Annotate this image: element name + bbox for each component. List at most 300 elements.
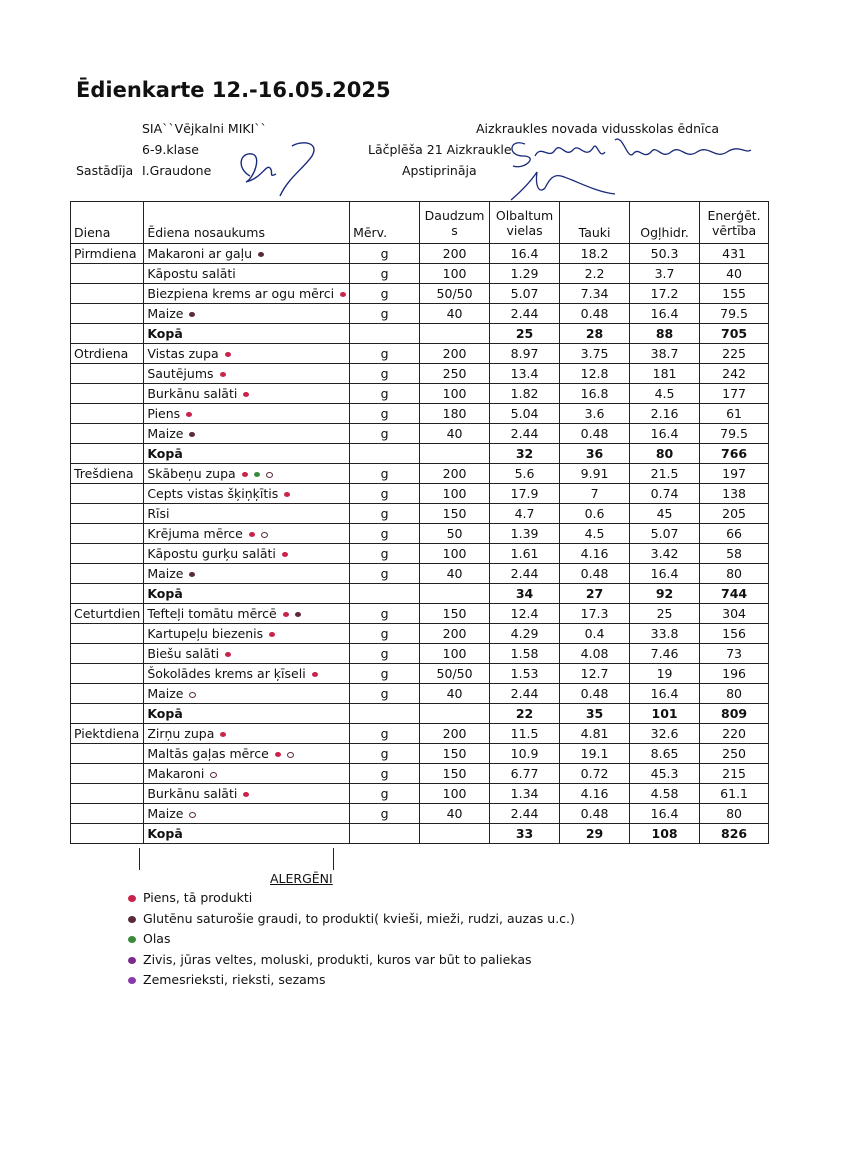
allergen-marker-icon: [261, 532, 268, 538]
class-range: 6-9.klase: [142, 142, 199, 157]
protein-cell: 4.7: [490, 504, 560, 524]
fat-cell: 7.34: [560, 284, 630, 304]
total-fat: 36: [560, 444, 630, 464]
total-label: Kopā: [144, 704, 350, 724]
dish-cell: [144, 424, 350, 444]
allergen-marker-icon: [243, 792, 249, 797]
total-fat: 29: [560, 824, 630, 844]
protein-cell: 2.44: [490, 424, 560, 444]
allergen-marker-icon: [258, 252, 264, 257]
allergen-item: [128, 890, 252, 905]
carbs-cell: 16.4: [630, 804, 700, 824]
table-row: [71, 344, 769, 364]
allergen-marker-icon: [189, 312, 195, 317]
dish-name: Maize: [147, 426, 184, 441]
allergen-marker-icon: [269, 632, 275, 637]
unit-cell: g: [350, 604, 420, 624]
qty-cell: 150: [420, 604, 490, 624]
carbs-cell: 4.5: [630, 384, 700, 404]
energy-cell: 215: [700, 764, 769, 784]
total-label: Kopā: [144, 324, 350, 344]
col-qty: Daudzum s: [420, 202, 490, 244]
fat-cell: 12.7: [560, 664, 630, 684]
dish-cell: [144, 344, 350, 364]
total-row: [71, 444, 769, 464]
day-cell: Trešdiena: [71, 464, 144, 484]
unit-cell: [350, 824, 420, 844]
dish-cell: [144, 644, 350, 664]
dish-cell: [144, 284, 350, 304]
unit-cell: g: [350, 624, 420, 644]
carbs-cell: 17.2: [630, 284, 700, 304]
carbs-cell: 7.46: [630, 644, 700, 664]
day-cell: [71, 684, 144, 704]
carbs-cell: 38.7: [630, 344, 700, 364]
table-row: [71, 304, 769, 324]
unit-cell: g: [350, 664, 420, 684]
dish-name: Kāpostu gurķu salāti: [147, 546, 276, 561]
unit-cell: g: [350, 264, 420, 284]
total-carbs: 88: [630, 324, 700, 344]
dish-cell: [144, 544, 350, 564]
table-tail-line: [333, 848, 334, 870]
carbs-cell: 16.4: [630, 564, 700, 584]
approved-label: Apstiprināja: [402, 163, 477, 178]
fat-cell: 19.1: [560, 744, 630, 764]
allergen-label: Glutēnu saturošie graudi, to produkti( kvieši, mieži, rudzi, auzas u.c.): [143, 910, 575, 926]
day-cell: [71, 644, 144, 664]
energy-cell: 80: [700, 564, 769, 584]
carbs-cell: 19: [630, 664, 700, 684]
composer-signature: [232, 138, 327, 200]
unit-cell: g: [350, 644, 420, 664]
fat-cell: 17.3: [560, 604, 630, 624]
allergen-marker-icon: [284, 492, 290, 497]
qty-cell: [420, 704, 490, 724]
carbs-cell: 181: [630, 364, 700, 384]
total-protein: 25: [490, 324, 560, 344]
dish-name: Krējuma mērce: [147, 526, 243, 541]
fat-cell: 0.48: [560, 564, 630, 584]
table-row: [71, 404, 769, 424]
allergen-marker-icon: [189, 692, 196, 698]
dish-name: Maize: [147, 686, 184, 701]
qty-cell: 150: [420, 764, 490, 784]
dish-name: Skābeņu zupa: [147, 466, 236, 481]
fat-cell: 3.6: [560, 404, 630, 424]
menu-body: [71, 244, 769, 844]
dish-cell: [144, 484, 350, 504]
allergen-marker-icon: [220, 732, 226, 737]
dish-name: Vistas zupa: [147, 346, 219, 361]
protein-cell: 1.39: [490, 524, 560, 544]
day-cell: [71, 504, 144, 524]
table-row: [71, 724, 769, 744]
total-carbs: 80: [630, 444, 700, 464]
dish-cell: [144, 784, 350, 804]
dish-cell: [144, 504, 350, 524]
qty-cell: 50/50: [420, 284, 490, 304]
energy-cell: 250: [700, 744, 769, 764]
qty-cell: 250: [420, 364, 490, 384]
day-cell: [71, 284, 144, 304]
unit-cell: [350, 324, 420, 344]
dish-cell: [144, 404, 350, 424]
total-carbs: 108: [630, 824, 700, 844]
table-row: [71, 644, 769, 664]
protein-cell: 1.34: [490, 784, 560, 804]
dish-name: Biezpiena krems ar ogu mērci: [147, 286, 335, 301]
composed-label: Sastādīja: [76, 163, 134, 178]
allergen-item: [128, 972, 326, 987]
allergen-marker-icon: [312, 672, 318, 677]
unit-cell: g: [350, 544, 420, 564]
protein-cell: 11.5: [490, 724, 560, 744]
protein-cell: 1.82: [490, 384, 560, 404]
allergen-label: Zemesrieksti, rieksti, sezams: [143, 972, 326, 987]
dish-name: Tefteļi tomātu mērcē: [147, 606, 277, 621]
unit-cell: g: [350, 744, 420, 764]
total-energy: 826: [700, 824, 769, 844]
energy-cell: 73: [700, 644, 769, 664]
table-row: [71, 244, 769, 264]
dish-name: Maize: [147, 806, 184, 821]
protein-cell: 2.44: [490, 564, 560, 584]
day-cell: [71, 404, 144, 424]
qty-cell: 200: [420, 624, 490, 644]
qty-cell: 100: [420, 384, 490, 404]
qty-cell: 40: [420, 424, 490, 444]
allergen-marker-icon: [210, 772, 217, 778]
table-row: [71, 684, 769, 704]
day-cell: [71, 804, 144, 824]
dish-cell: [144, 244, 350, 264]
unit-cell: g: [350, 284, 420, 304]
energy-cell: 304: [700, 604, 769, 624]
energy-cell: 155: [700, 284, 769, 304]
unit-cell: [350, 584, 420, 604]
unit-cell: g: [350, 244, 420, 264]
qty-cell: 200: [420, 724, 490, 744]
address: Lāčplēša 21 Aizkraukle: [368, 142, 512, 157]
total-fat: 27: [560, 584, 630, 604]
dish-name: Cepts vistas šķiņķītis: [147, 486, 279, 501]
unit-cell: g: [350, 304, 420, 324]
day-cell: Otrdiena: [71, 344, 144, 364]
fat-cell: 4.16: [560, 544, 630, 564]
table-row: [71, 604, 769, 624]
qty-cell: 180: [420, 404, 490, 424]
total-carbs: 92: [630, 584, 700, 604]
unit-cell: g: [350, 724, 420, 744]
dish-cell: [144, 304, 350, 324]
day-cell: [71, 744, 144, 764]
carbs-cell: 45: [630, 504, 700, 524]
school-name: Aizkraukles novada vidusskolas ēdnīca: [476, 121, 719, 136]
day-cell: [71, 324, 144, 344]
day-cell: [71, 764, 144, 784]
unit-cell: g: [350, 564, 420, 584]
total-energy: 809: [700, 704, 769, 724]
total-energy: 766: [700, 444, 769, 464]
protein-cell: 8.97: [490, 344, 560, 364]
dish-cell: [144, 264, 350, 284]
dish-cell: [144, 664, 350, 684]
energy-cell: 177: [700, 384, 769, 404]
total-fat: 28: [560, 324, 630, 344]
fat-cell: 12.8: [560, 364, 630, 384]
table-row: [71, 804, 769, 824]
fat-cell: 0.48: [560, 684, 630, 704]
table-row: [71, 504, 769, 524]
fat-cell: 3.75: [560, 344, 630, 364]
energy-cell: 79.5: [700, 424, 769, 444]
total-label: Kopā: [144, 444, 350, 464]
dish-name: Maize: [147, 566, 184, 581]
allergen-label: Piens, tā produkti: [143, 890, 253, 905]
col-energy: Enerģēt. vērtība: [700, 202, 769, 244]
day-cell: Piektdiena: [71, 724, 144, 744]
fat-cell: 0.48: [560, 804, 630, 824]
allergen-marker-icon: [189, 572, 195, 577]
carbs-cell: 0.74: [630, 484, 700, 504]
dish-name: Maize: [147, 306, 184, 321]
fat-cell: 4.08: [560, 644, 630, 664]
qty-cell: 50: [420, 524, 490, 544]
total-protein: 34: [490, 584, 560, 604]
day-cell: [71, 624, 144, 644]
energy-cell: 80: [700, 684, 769, 704]
energy-cell: 242: [700, 364, 769, 384]
unit-cell: g: [350, 464, 420, 484]
qty-cell: 150: [420, 744, 490, 764]
unit-cell: g: [350, 484, 420, 504]
carbs-cell: 16.4: [630, 304, 700, 324]
allergens-title: ALERGĒNI: [270, 871, 333, 886]
fat-cell: 0.72: [560, 764, 630, 784]
table-row: [71, 284, 769, 304]
fat-cell: 4.16: [560, 784, 630, 804]
dish-name: Makaroni ar gaļu: [147, 246, 253, 261]
energy-cell: 220: [700, 724, 769, 744]
qty-cell: 100: [420, 484, 490, 504]
energy-cell: 58: [700, 544, 769, 564]
allergen-marker-icon: [225, 352, 231, 357]
carbs-cell: 33.8: [630, 624, 700, 644]
day-cell: [71, 584, 144, 604]
table-row: [71, 464, 769, 484]
day-cell: [71, 304, 144, 324]
col-protein: Olbaltum vielas: [490, 202, 560, 244]
day-cell: [71, 424, 144, 444]
energy-cell: 61: [700, 404, 769, 424]
energy-cell: 156: [700, 624, 769, 644]
fat-cell: 4.81: [560, 724, 630, 744]
qty-cell: 100: [420, 544, 490, 564]
energy-cell: 196: [700, 664, 769, 684]
total-energy: 705: [700, 324, 769, 344]
protein-cell: 17.9: [490, 484, 560, 504]
page-title: Ēdienkarte 12.-16.05.2025: [76, 78, 391, 102]
table-row: [71, 524, 769, 544]
protein-cell: 4.29: [490, 624, 560, 644]
total-fat: 35: [560, 704, 630, 724]
day-cell: [71, 564, 144, 584]
protein-cell: 10.9: [490, 744, 560, 764]
dish-name: Zirņu zupa: [147, 726, 215, 741]
day-cell: [71, 264, 144, 284]
total-protein: 22: [490, 704, 560, 724]
allergen-marker-icon: [254, 472, 260, 477]
protein-cell: 1.58: [490, 644, 560, 664]
allergen-label: Olas: [143, 931, 171, 946]
dish-name: Šokolādes krems ar ķīseli: [147, 666, 306, 681]
carbs-cell: 32.6: [630, 724, 700, 744]
total-protein: 33: [490, 824, 560, 844]
unit-cell: g: [350, 504, 420, 524]
qty-cell: 200: [420, 464, 490, 484]
qty-cell: 40: [420, 684, 490, 704]
table-row: [71, 564, 769, 584]
dish-name: Maltās gaļas mērce: [147, 746, 269, 761]
carbs-cell: 45.3: [630, 764, 700, 784]
unit-cell: g: [350, 344, 420, 364]
table-row: [71, 624, 769, 644]
energy-cell: 138: [700, 484, 769, 504]
allergen-item: [128, 952, 532, 967]
dish-name: Rīsi: [147, 506, 170, 521]
table-row: [71, 424, 769, 444]
protein-cell: 12.4: [490, 604, 560, 624]
allergen-item: [128, 911, 575, 926]
energy-cell: 66: [700, 524, 769, 544]
allergen-marker-icon: [340, 292, 346, 297]
table-row: [71, 764, 769, 784]
dish-cell: [144, 604, 350, 624]
allergen-label: Zivis, jūras veltes, moluski, produkti, kuros var būt to paliekas: [143, 951, 532, 967]
dish-cell: [144, 384, 350, 404]
carbs-cell: 21.5: [630, 464, 700, 484]
total-row: [71, 704, 769, 724]
dish-name: Burkānu salāti: [147, 386, 238, 401]
qty-cell: [420, 324, 490, 344]
total-row: [71, 584, 769, 604]
energy-cell: 205: [700, 504, 769, 524]
company-name: SIA``Vējkalni MIKI``: [142, 121, 267, 136]
day-cell: [71, 384, 144, 404]
protein-cell: 1.61: [490, 544, 560, 564]
table-row: [71, 784, 769, 804]
allergen-marker-icon: [282, 552, 288, 557]
fat-cell: 7: [560, 484, 630, 504]
protein-cell: 5.07: [490, 284, 560, 304]
approver-signature: [505, 130, 755, 204]
energy-cell: 431: [700, 244, 769, 264]
table-row: [71, 364, 769, 384]
protein-cell: 2.44: [490, 304, 560, 324]
composer-name: I.Graudone: [142, 163, 212, 178]
carbs-cell: 2.16: [630, 404, 700, 424]
allergen-marker-icon: [128, 957, 136, 964]
unit-cell: g: [350, 764, 420, 784]
total-row: [71, 824, 769, 844]
dish-cell: [144, 744, 350, 764]
day-cell: Ceturtdien: [71, 604, 144, 624]
dish-name: Kāpostu salāti: [147, 266, 236, 281]
carbs-cell: 50.3: [630, 244, 700, 264]
qty-cell: 200: [420, 344, 490, 364]
dish-name: Sautējums: [147, 366, 214, 381]
table-row: [71, 744, 769, 764]
day-cell: [71, 784, 144, 804]
dish-cell: [144, 624, 350, 644]
protein-cell: 1.29: [490, 264, 560, 284]
dish-cell: [144, 724, 350, 744]
qty-cell: 100: [420, 644, 490, 664]
unit-cell: g: [350, 384, 420, 404]
unit-cell: g: [350, 784, 420, 804]
table-tail-line: [139, 848, 140, 870]
dish-name: Piens: [147, 406, 181, 421]
allergen-marker-icon: [266, 472, 273, 478]
protein-cell: 5.04: [490, 404, 560, 424]
unit-cell: g: [350, 524, 420, 544]
dish-cell: [144, 684, 350, 704]
allergen-marker-icon: [283, 612, 289, 617]
allergen-marker-icon: [189, 432, 195, 437]
allergen-marker-icon: [243, 392, 249, 397]
allergen-marker-icon: [249, 532, 255, 537]
carbs-cell: 25: [630, 604, 700, 624]
protein-cell: 2.44: [490, 684, 560, 704]
fat-cell: 0.48: [560, 424, 630, 444]
day-cell: Pirmdiena: [71, 244, 144, 264]
dish-cell: [144, 764, 350, 784]
protein-cell: 1.53: [490, 664, 560, 684]
day-cell: [71, 524, 144, 544]
energy-cell: 40: [700, 264, 769, 284]
protein-cell: 16.4: [490, 244, 560, 264]
protein-cell: 2.44: [490, 804, 560, 824]
energy-cell: 80: [700, 804, 769, 824]
allergen-marker-icon: [275, 752, 281, 757]
day-cell: [71, 704, 144, 724]
dish-name: Biešu salāti: [147, 646, 220, 661]
qty-cell: 40: [420, 804, 490, 824]
dish-name: Makaroni: [147, 766, 205, 781]
qty-cell: [420, 584, 490, 604]
dish-cell: [144, 364, 350, 384]
day-cell: [71, 664, 144, 684]
allergen-item: [128, 931, 170, 946]
total-label: Kopā: [144, 584, 350, 604]
qty-cell: 100: [420, 264, 490, 284]
carbs-cell: 16.4: [630, 684, 700, 704]
unit-cell: [350, 444, 420, 464]
menu-table: [70, 201, 769, 844]
unit-cell: g: [350, 364, 420, 384]
fat-cell: 0.4: [560, 624, 630, 644]
allergen-marker-icon: [128, 916, 136, 923]
total-protein: 32: [490, 444, 560, 464]
allergen-marker-icon: [242, 472, 248, 477]
col-fat: Tauki: [560, 202, 630, 244]
allergen-marker-icon: [128, 936, 136, 943]
protein-cell: 13.4: [490, 364, 560, 384]
table-row: [71, 484, 769, 504]
dish-cell: [144, 524, 350, 544]
total-label: Kopā: [144, 824, 350, 844]
